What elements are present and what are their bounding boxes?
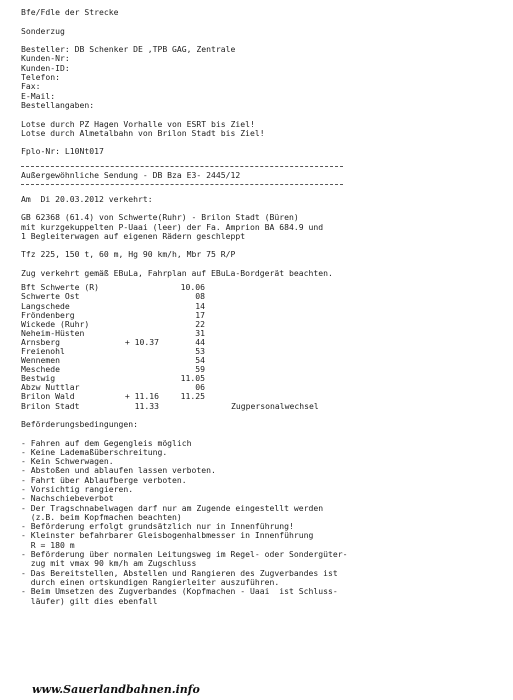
timetable-row <box>21 347 319 356</box>
header-line: Bfe/Fdle der Strecke <box>21 7 119 17</box>
condition-line: - Das Bereitstellen, Abstellen und Rangieren des Zugverbandes ist <box>21 567 338 578</box>
timetable-departure: 06 <box>195 382 205 393</box>
separator-top <box>21 162 501 171</box>
condition-line: - Beförderung über normalen Leitungsweg im Regel- oder Sondergüter- <box>21 549 348 560</box>
timetable-arrival: + 10.37 <box>124 336 159 347</box>
conditions-list <box>21 439 501 606</box>
train-desc-2: mit kurzgekuppelten P-Uaai (leer) der Fa. Amprion BA 684.9 und <box>21 221 324 232</box>
condition-line: - Nachschiebeverbot <box>21 493 114 504</box>
timetable-station: Schwerte Ost <box>21 291 80 302</box>
timetable-departure: 22 <box>195 318 205 329</box>
timetable-departure: 44 <box>195 336 205 347</box>
footer-watermark: www.Sauerlandbahnen.info <box>32 683 200 696</box>
timetable-station: Arnsberg <box>21 336 60 347</box>
shipment-title: Außergewöhnliche Sendung - DB Bza E3- 2445/12 <box>21 170 241 181</box>
timetable-arrival: + 11.16 <box>124 391 159 402</box>
timetable-remark <box>205 356 319 365</box>
timetable-remark <box>205 292 319 301</box>
timetable-remark <box>205 320 319 329</box>
timetable-departure: 11.05 <box>180 373 205 384</box>
timetable-row <box>21 356 319 365</box>
kunden-id: Kunden-ID: <box>21 62 70 73</box>
condition-line: durch einen ortskundigen Rangierleiter auszuführen. <box>21 576 280 587</box>
pilot-line-2: Lotse durch Almetalbahn von Brilon Stadt bis Ziel! <box>21 127 265 138</box>
timetable-departure: 14 <box>195 300 205 311</box>
timetable-row <box>21 329 319 338</box>
timetable-remark <box>205 383 319 392</box>
kunden-nr: Kunden-Nr: <box>21 53 70 64</box>
timetable-row <box>21 402 319 411</box>
timetable-station: Meschede <box>21 364 60 375</box>
timetable-arrival <box>115 347 159 356</box>
besteller: Besteller: DB Schenker DE ,TPB GAG, Zentrale <box>21 44 236 55</box>
timetable-station: Fröndenberg <box>21 309 75 320</box>
condition-line: R = 180 m <box>21 539 75 550</box>
timetable-arrival <box>115 311 159 320</box>
timetable-departure: 10.06 <box>180 282 205 293</box>
timetable-station: Bestwig <box>21 373 56 384</box>
timetable-row <box>21 365 319 374</box>
separator-bottom <box>21 180 501 189</box>
train-desc-1: GB 62368 (61.4) von Schwerte(Ruhr) - Brilon Stadt (Büren) <box>21 212 299 223</box>
timetable-remark <box>205 347 319 356</box>
timetable-arrival <box>115 374 159 383</box>
condition-line: zug mit vmax 90 km/h am Zugschluss <box>21 558 197 569</box>
condition-line: - Beim Umsetzen des Zugverbandes (Kopfmachen - Uaai ist Schluss- <box>21 586 338 597</box>
timetable-station: Freienohl <box>21 345 65 356</box>
timetable-station: Wickede (Ruhr) <box>21 318 90 329</box>
timetable-station: Wennemen <box>21 355 60 366</box>
timetable-arrival <box>115 365 159 374</box>
timetable-arrival <box>115 292 159 301</box>
pilot-line-1: Lotse durch PZ Hagen Vorhalle von ESRT bis Ziel! <box>21 118 255 129</box>
timetable-remark <box>205 338 319 347</box>
telefon: Telefon: <box>21 72 60 83</box>
fplo-number: Fplo-Nr: L10Nt017 <box>21 146 104 157</box>
condition-line: - Der Tragschnabelwagen darf nur am Zugende eingestellt werden <box>21 502 324 513</box>
condition-line: - Fahrt über Ablaufberge verboten. <box>21 474 187 485</box>
bestellangaben: Bestellangaben: <box>21 99 95 110</box>
condition-line: - Kleinster befahrbarer Gleisbogenhalbmesser in Innenführung <box>21 530 314 541</box>
run-date: Am Di 20.03.2012 verkehrt: <box>21 193 153 204</box>
timetable-arrival: 11.33 <box>134 400 159 411</box>
timetable-remark <box>205 302 319 311</box>
condition-line: läufer) gilt dies ebenfall <box>21 595 158 606</box>
timetable-departure: 31 <box>195 327 205 338</box>
timetable-station: Brilon Stadt <box>21 400 80 411</box>
timetable-remark: Zugpersonalwechsel <box>231 400 319 411</box>
timetable-departure: 11.25 <box>180 391 205 402</box>
timetable-departure: 53 <box>195 345 205 356</box>
timetable-row <box>21 338 319 347</box>
condition-line: - Kein Schwerwagen. <box>21 456 114 467</box>
timetable-departure: 08 <box>195 291 205 302</box>
timetable-arrival <box>115 356 159 365</box>
email: E-Mail: <box>21 90 56 101</box>
condition-line: (z.B. beim Kopfmachen beachten) <box>21 511 182 522</box>
condition-line: - Beförderung erfolgt grundsätzlich nur in Innenführung! <box>21 521 294 532</box>
conditions-title: Beförderungsbedingungen: <box>21 418 138 429</box>
timetable-station: Brilon Wald <box>21 391 75 402</box>
train-type: Sonderzug <box>21 25 65 36</box>
document-page <box>21 8 501 606</box>
timetable-arrival <box>115 283 159 292</box>
timetable-remark <box>205 311 319 320</box>
timetable-station: Bft Schwerte (R) <box>21 282 99 293</box>
timetable-departure: 59 <box>195 364 205 375</box>
condition-line: - Vorsichtig rangieren. <box>21 484 134 494</box>
train-desc-3: 1 Begleiterwagen auf eigenen Rädern geschleppt <box>21 230 246 241</box>
timetable-departure <box>159 402 205 411</box>
timetable-remark <box>205 365 319 374</box>
timetable-remark <box>205 329 319 338</box>
timetable-arrival <box>115 302 159 311</box>
timetable-departure: 17 <box>195 309 205 320</box>
condition-line: - Fahren auf dem Gegengleis möglich <box>21 437 192 448</box>
condition-line: - Keine Lademaßüberschreitung. <box>21 446 168 457</box>
timetable-departure: 54 <box>195 355 205 366</box>
fax: Fax: <box>21 81 41 92</box>
timetable-arrival <box>115 320 159 329</box>
timetable-station: Neheim-Hüsten <box>21 327 85 338</box>
ebula-note: Zug verkehrt gemäß EBuLa, Fahrplan auf EBuLa-Bordgerät beachten. <box>21 268 333 279</box>
timetable-station: Abzw Nuttlar <box>21 382 80 393</box>
tech-data: Tfz 225, 150 t, 60 m, Hg 90 km/h, Mbr 75 R/P <box>21 249 236 260</box>
timetable-station: Langschede <box>21 300 70 311</box>
timetable-remark <box>205 374 319 383</box>
timetable <box>21 283 319 410</box>
condition-line: - Abstoßen und ablaufen lassen verboten. <box>21 465 216 476</box>
timetable-remark <box>205 283 319 292</box>
